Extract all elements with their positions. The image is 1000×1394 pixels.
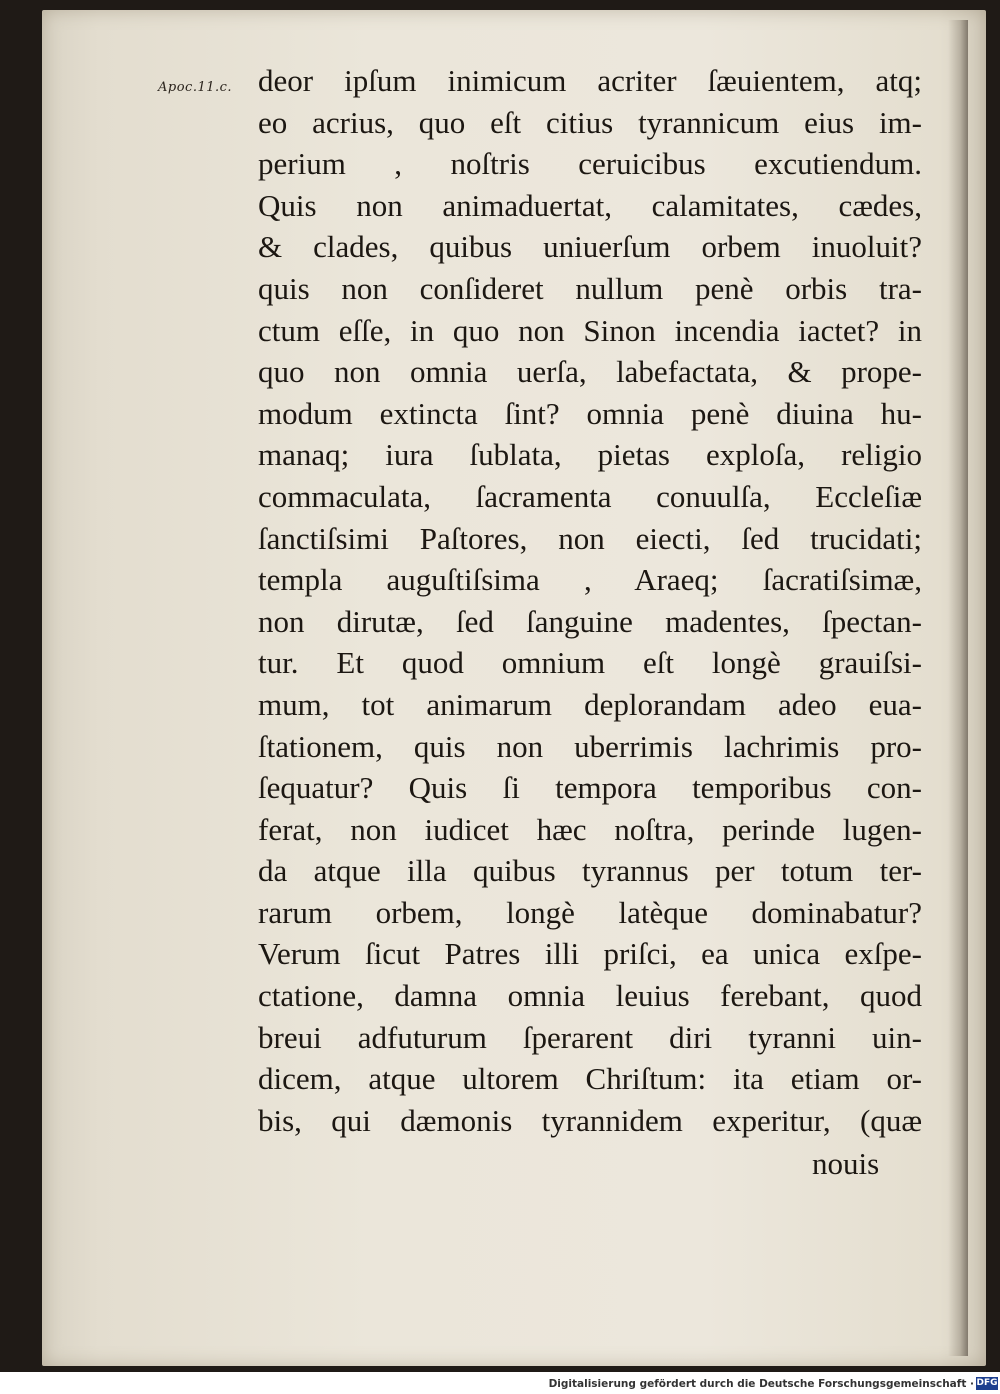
text-line: bis, qui dæmonis tyrannidem experitur, (quæ <box>258 1102 922 1138</box>
text-line: manaq; iura ſublata, pietas exploſa, religio <box>258 437 922 473</box>
text-line: rarum orbem, longè latèque dominabatur? <box>258 894 922 930</box>
text-line: tur. Et quod omnium eſt longè grauiſsi- <box>258 645 922 681</box>
text-line: da atque illa quibus tyrannus per totum ter- <box>258 853 922 889</box>
text-line: eo acrius, quo eſt citius tyrannicum eius im- <box>258 104 922 140</box>
text-line: ſtationem, quis non uberrimis lachrimis pro- <box>258 728 922 764</box>
text-line: & clades, quibus uniuerſum orbem inuoluit? <box>258 229 922 265</box>
text-line: Verum ſicut Patres illi priſci, ea unica exſpe- <box>258 936 922 972</box>
text-line: deor ipſum inimicum acriter ſæuientem, atq; <box>258 63 922 98</box>
page-edge-shadow <box>948 20 968 1356</box>
text-line: dicem, atque ultorem Chriſtum: ita etiam or- <box>258 1061 922 1097</box>
text-line: non dirutæ, ſed ſanguine madentes, ſpectan- <box>258 603 922 639</box>
text-line: commaculata, ſacramenta conuulſa, Eccleſiæ <box>258 478 922 514</box>
text-line: ctatione, damna omnia leuius ferebant, quod <box>258 978 922 1014</box>
catchword: nouis <box>812 1146 880 1181</box>
text-line: mum, tot animarum deplorandam adeo eua- <box>258 686 922 722</box>
text-line: Quis non animaduertat, calamitates, cædes, <box>258 187 922 223</box>
text-body <box>258 60 922 1141</box>
text-line: ferat, non iudicet hæc noſtra, perinde lugen- <box>258 811 922 847</box>
marginal-note: Apoc.11.c. <box>158 80 233 95</box>
text-line: quis non conſideret nullum penè orbis tra- <box>258 270 922 306</box>
text-line: quo non omnia uerſa, labefactata, & prope- <box>258 354 922 390</box>
text-line: templa auguſtiſsima , Araeq; ſacratiſsimæ, <box>258 562 922 598</box>
text-line: modum extincta ſint? omnia penè diuina hu- <box>258 395 922 431</box>
text-line: ctum eſſe, in quo non Sinon incendia iactet? in <box>258 312 922 348</box>
text-line: ſequatur? Quis ſi tempora temporibus con- <box>258 770 922 806</box>
text-line: ſanctiſsimi Paſtores, non eiecti, ſed trucidati; <box>258 520 922 556</box>
dfg-logo-icon: DFG <box>976 1378 998 1388</box>
text-line: breui adfuturum ſperarent diri tyranni uin- <box>258 1019 922 1055</box>
funding-credit: Digitalisierung gefördert durch die Deutsche Forschungsgemeinschaft · <box>548 1378 974 1390</box>
text-line: perium , noſtris ceruicibus excutiendum. <box>258 146 922 182</box>
